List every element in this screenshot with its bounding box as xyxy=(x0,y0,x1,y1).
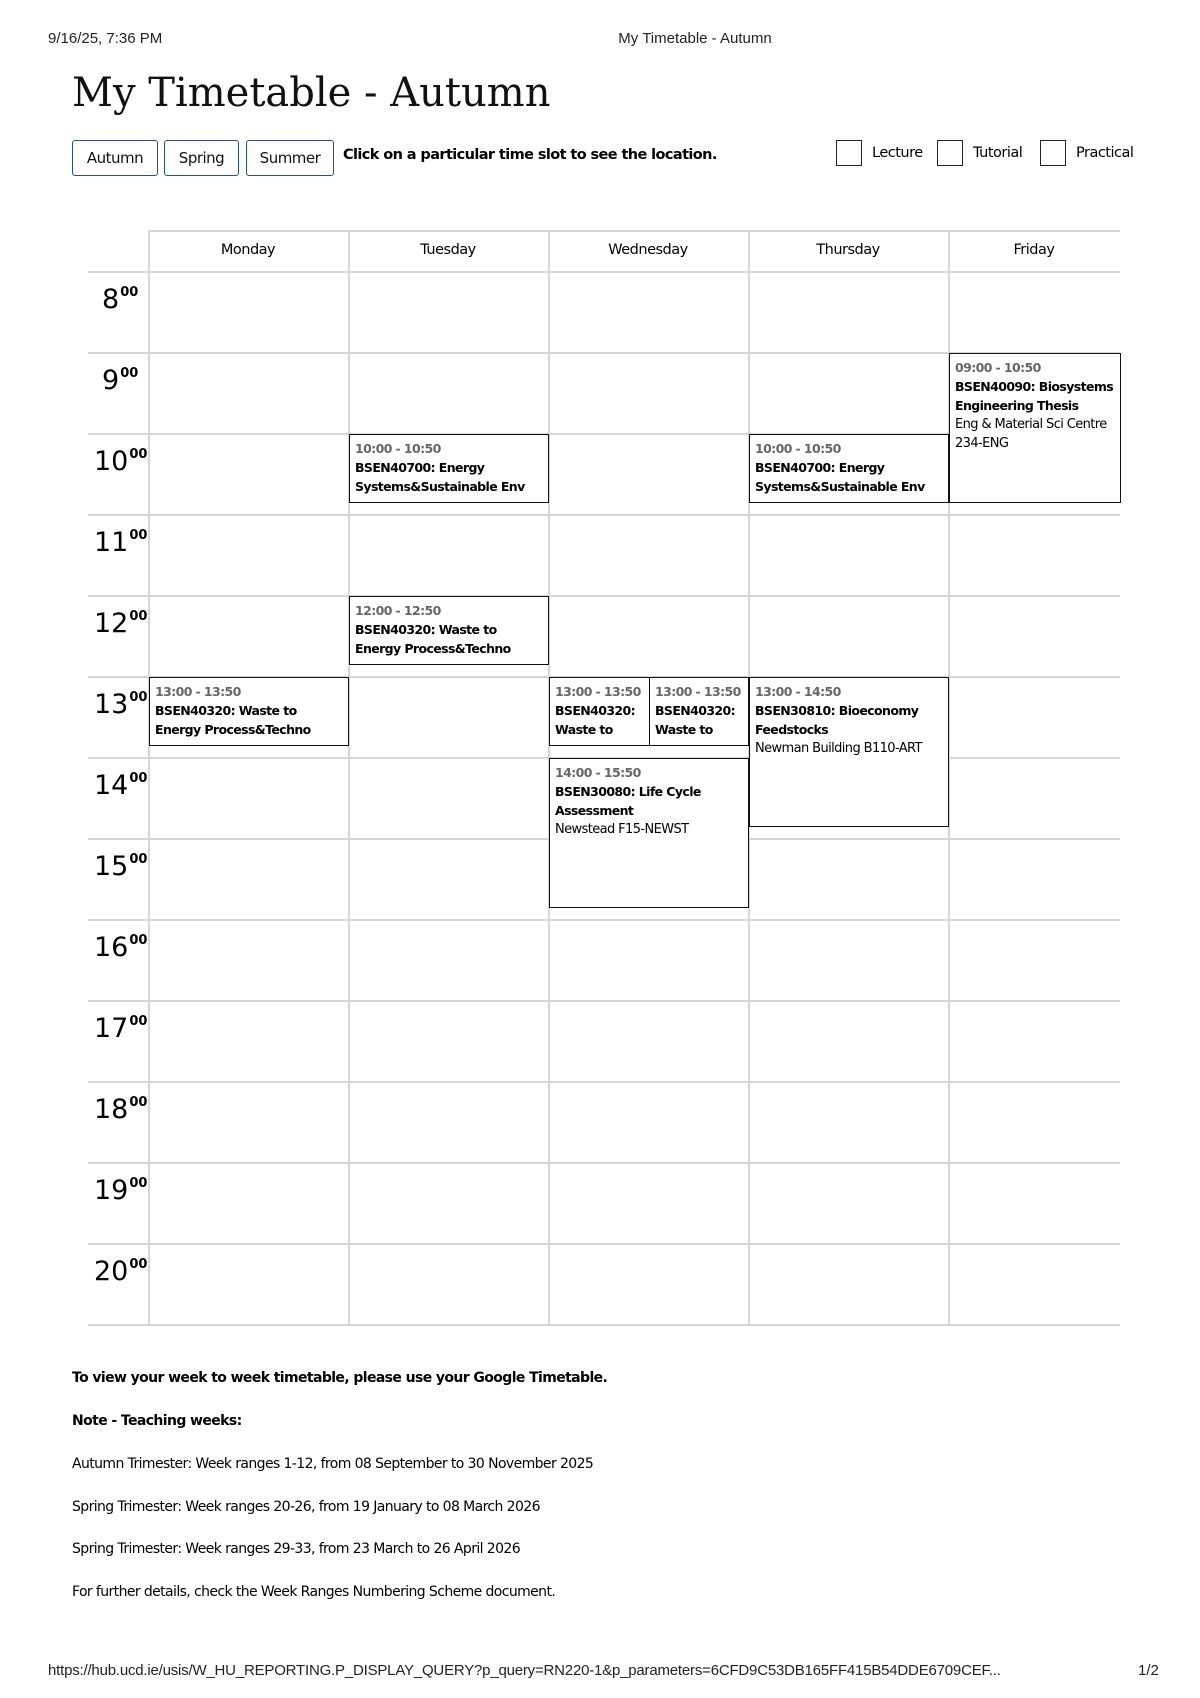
event-block[interactable] xyxy=(149,677,349,746)
event-time: 10:00 - 10:50 xyxy=(755,441,841,456)
tab-autumn[interactable]: Autumn xyxy=(72,140,158,176)
event-time: 13:00 - 13:50 xyxy=(155,684,241,699)
hour-label: $17^{00}$ xyxy=(94,1013,148,1044)
event-time: 09:00 - 10:50 xyxy=(955,360,1041,375)
event-time: 13:00 - 13:50 xyxy=(555,684,641,699)
day-header-wednesday: Wednesday xyxy=(608,242,688,258)
hour-label: $10^{00}$ xyxy=(94,446,148,477)
hour-label: $14^{00}$ xyxy=(94,770,148,801)
event-title: BSEN30080: Life Cycle Assessment xyxy=(555,784,701,818)
grid-hline xyxy=(88,514,1120,516)
note-autumn-weeks: Autumn Trimester: Week ranges 1-12, from 08 September to 30 November 2025 xyxy=(72,1456,594,1472)
note-further-details: For further details, check the Week Ranges Numbering Scheme document. xyxy=(72,1584,556,1600)
legend-tutorial-label: Tutorial xyxy=(973,145,1023,161)
event-title: BSEN40320: Waste to xyxy=(655,703,736,737)
legend-tutorial[interactable] xyxy=(937,140,1022,166)
note-spring-weeks-1: Spring Trimester: Week ranges 20-26, from 19 January to 08 March 2026 xyxy=(72,1499,540,1515)
day-header-thursday: Thursday xyxy=(816,242,880,258)
grid-hline xyxy=(88,1000,1120,1002)
print-page-title: My Timetable - Autumn xyxy=(618,30,772,47)
legend-lecture-checkbox[interactable] xyxy=(836,140,862,166)
legend-tutorial-checkbox[interactable] xyxy=(937,140,963,166)
legend-practical-checkbox[interactable] xyxy=(1040,140,1066,166)
legend-practical-label: Practical xyxy=(1076,145,1134,161)
event-time: 14:00 - 15:50 xyxy=(555,765,641,780)
hour-label: $19^{00}$ xyxy=(94,1175,148,1206)
legend-practical[interactable] xyxy=(1040,140,1133,166)
event-block[interactable] xyxy=(549,677,650,746)
event-title: BSEN40320: Waste to xyxy=(555,703,636,737)
event-block[interactable] xyxy=(349,596,549,665)
day-header-friday: Friday xyxy=(1013,242,1055,258)
note-google-timetable: To view your week to week timetable, please use your Google Timetable. xyxy=(72,1370,608,1386)
note-spring-weeks-2: Spring Trimester: Week ranges 29-33, from 23 March to 26 April 2026 xyxy=(72,1541,521,1557)
hour-label: $16^{00}$ xyxy=(94,932,148,963)
legend-lecture[interactable] xyxy=(836,140,923,166)
event-title: BSEN40700: Energy Systems&Sustainable Env xyxy=(755,460,925,494)
event-title: BSEN40090: Biosystems Engineering Thesis xyxy=(955,379,1114,413)
hour-label: $20^{00}$ xyxy=(94,1256,148,1287)
print-url: https://hub.ucd.ie/usis/W_HU_REPORTING.P_DISPLAY_QUERY?p_query=RN220-1&p_parameters=6CFD9C53DB165FF415B54DDE6709CEF... xyxy=(48,1662,1001,1679)
event-block[interactable] xyxy=(749,677,949,827)
tab-spring[interactable]: Spring xyxy=(164,140,239,176)
grid-hline xyxy=(88,271,1120,273)
event-block[interactable] xyxy=(749,434,949,503)
grid-hline xyxy=(88,1243,1120,1245)
event-block[interactable] xyxy=(949,353,1121,503)
grid-hline xyxy=(88,1081,1120,1083)
hour-label: $11^{00}$ xyxy=(94,527,148,558)
day-header-tuesday: Tuesday xyxy=(420,242,476,258)
event-time: 13:00 - 14:50 xyxy=(755,684,841,699)
grid-hline xyxy=(88,919,1120,921)
tab-summer[interactable]: Summer xyxy=(246,140,334,176)
print-page-number: 1/2 xyxy=(1138,1662,1159,1679)
hour-label: $9^{00}$ xyxy=(102,365,139,396)
event-block[interactable] xyxy=(349,434,549,503)
hour-label: $8^{00}$ xyxy=(102,284,139,315)
event-title: BSEN30810: Bioeconomy Feedstocks xyxy=(755,703,919,737)
grid-hline xyxy=(88,1324,1120,1326)
timeslot-hint: Click on a particular time slot to see the location. xyxy=(343,147,717,163)
event-block[interactable] xyxy=(549,758,749,908)
page-title: My Timetable - Autumn xyxy=(72,70,551,116)
note-teaching-weeks: Note - Teaching weeks: xyxy=(72,1413,242,1429)
legend-lecture-label: Lecture xyxy=(872,145,923,161)
event-time: 10:00 - 10:50 xyxy=(355,441,441,456)
grid-hline xyxy=(88,595,1120,597)
event-title: BSEN40700: Energy Systems&Sustainable Env xyxy=(355,460,525,494)
event-title: BSEN40320: Waste to Energy Process&Techno xyxy=(355,622,511,656)
event-block[interactable] xyxy=(649,677,749,746)
day-header-monday: Monday xyxy=(220,242,276,258)
event-title: BSEN40320: Waste to Energy Process&Techno xyxy=(155,703,311,737)
event-time: 12:00 - 12:50 xyxy=(355,603,441,618)
hour-label: $13^{00}$ xyxy=(94,689,148,720)
event-location: Eng & Material Sci Centre 234-ENG xyxy=(955,417,1107,451)
event-location: Newman Building B110-ART xyxy=(755,741,922,756)
event-location: Newstead F15-NEWST xyxy=(555,822,689,837)
event-time: 13:00 - 13:50 xyxy=(655,684,741,699)
hour-label: $18^{00}$ xyxy=(94,1094,148,1125)
hour-label: $15^{00}$ xyxy=(94,851,148,882)
hour-label: $12^{00}$ xyxy=(94,608,148,639)
grid-vline xyxy=(348,230,350,1325)
grid-hline xyxy=(88,1162,1120,1164)
print-datetime: 9/16/25, 7:36 PM xyxy=(48,30,163,47)
